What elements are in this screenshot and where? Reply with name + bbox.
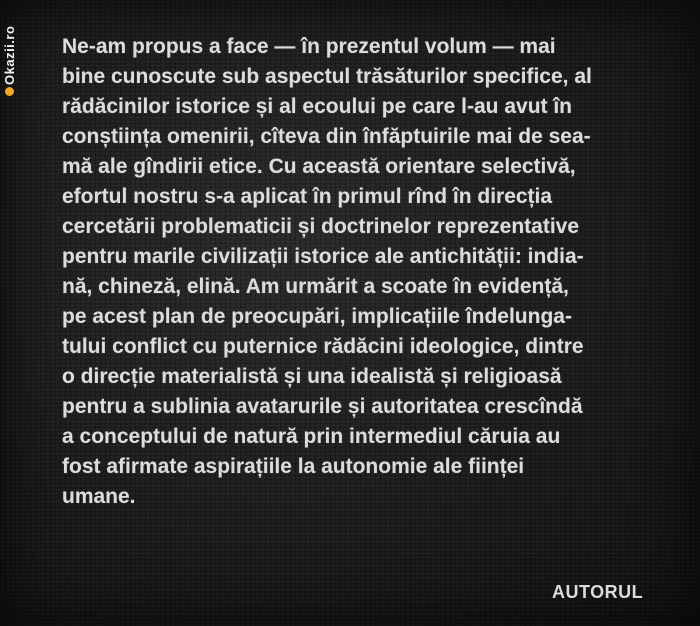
watermark-text: Okazii.ro (2, 25, 17, 85)
preface-text (62, 32, 666, 512)
text-line: o direcție materialistă și una idealistă și religioasă (62, 365, 562, 388)
author-signature: AUTORUL (552, 582, 644, 602)
text-line: fost afirmate aspirațiile la autonomie ale ființei (62, 455, 525, 478)
text-line: efortul nostru s-a aplicat în primul rînd în direcția (62, 185, 553, 208)
text-line: pe acest plan de preocupări, implicațiile îndelunga- (62, 305, 572, 328)
text-line: pentru marile civilizații istorice ale antichității: india- (62, 245, 584, 268)
text-line: tului conflict cu puternice rădăcini ideologice, dintre (62, 335, 584, 358)
text-line: a conceptului de natură prin intermediul căruia au (62, 425, 561, 448)
text-line: rădăcinilor istorice și al ecoului pe care l-au avut în (62, 95, 573, 118)
text-line: mă ale gîndirii etice. Cu această orientare selectivă, (62, 155, 576, 178)
text-line: pentru a sublinia avatarurile și autoritatea crescîndă (62, 395, 583, 418)
watermark-dot-icon (6, 87, 15, 96)
watermark (2, 6, 20, 96)
text-line: Ne-am propus a face — în prezentul volum — mai (62, 35, 556, 58)
text-line: umane. (62, 485, 136, 508)
text-line: bine cunoscute sub aspectul trăsăturilor specifice, al (62, 65, 592, 88)
text-line: cercetării problematicii și doctrinelor reprezentative (62, 215, 580, 238)
text-line: nă, chineză, elină. Am urmărit a scoate în evidență, (62, 275, 569, 298)
text-line: conștiința omenirii, cîteva din înfăptuirile mai de sea- (62, 125, 591, 148)
